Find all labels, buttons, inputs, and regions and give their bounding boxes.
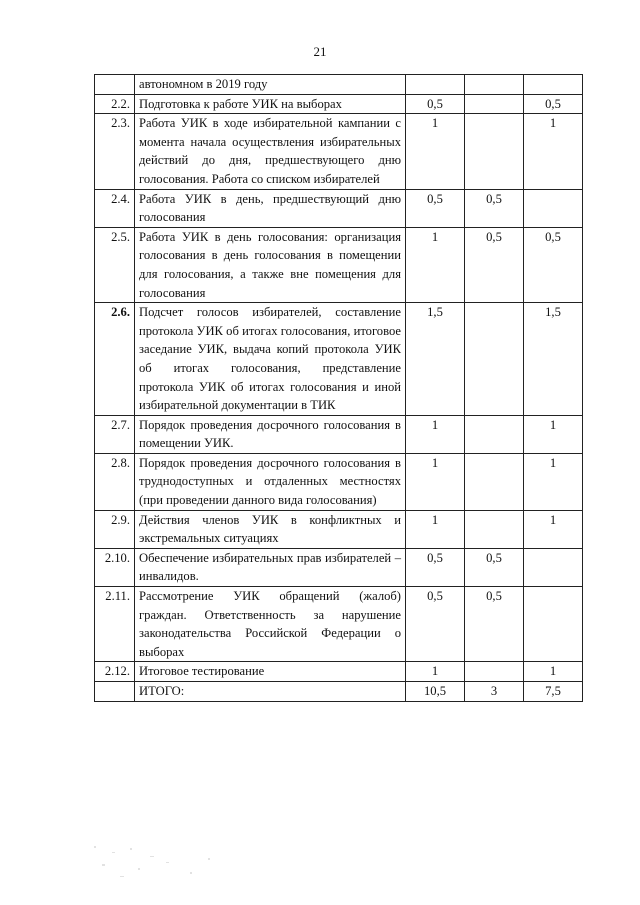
row-theory-hours: 0,5: [465, 587, 524, 662]
row-topic: Порядок проведения досрочного голосования в помещении УИК.: [135, 415, 406, 453]
row-number: [95, 75, 135, 95]
row-total-hours: 0,5: [406, 587, 465, 662]
table-row: [95, 453, 583, 510]
row-total-hours: 0,5: [406, 189, 465, 227]
row-total-hours: 1: [406, 453, 465, 510]
row-total-hours: 0,5: [406, 94, 465, 114]
table-total-row: [95, 682, 583, 702]
row-theory-hours: [465, 114, 524, 189]
row-theory-hours: [465, 453, 524, 510]
row-practice-hours: [524, 548, 583, 586]
row-practice-hours: 0,5: [524, 94, 583, 114]
table-row: [95, 548, 583, 586]
row-number: 2.6.: [95, 303, 135, 416]
table-row: [95, 587, 583, 662]
row-practice-hours: 1: [524, 662, 583, 682]
row-topic: Работа УИК в день голосования: организация голосования в день голосования в помещении для голосования, а также вне помещения для голосования: [135, 227, 406, 302]
row-practice-hours: [524, 189, 583, 227]
table-row: [95, 114, 583, 189]
table-row: [95, 662, 583, 682]
row-topic: автономном в 2019 году: [135, 75, 406, 95]
page-number: 21: [313, 44, 327, 59]
row-topic: Действия членов УИК в конфликтных и экстремальных ситуациях: [135, 510, 406, 548]
row-number: 2.10.: [95, 548, 135, 586]
row-topic: Рассмотрение УИК обращений (жалоб) граждан. Ответственность за нарушение законодательства Российской Федерации о выборах: [135, 587, 406, 662]
table-row: [95, 227, 583, 302]
row-topic: Порядок проведения досрочного голосования в труднодоступных и отдаленных местностях (при проведении данного вида голосования): [135, 453, 406, 510]
row-number: 2.11.: [95, 587, 135, 662]
row-total-hours: [406, 75, 465, 95]
row-practice-hours: [524, 75, 583, 95]
row-total-hours: 1: [406, 662, 465, 682]
table-row: [95, 75, 583, 95]
row-theory-hours: [465, 510, 524, 548]
row-total-hours: 1: [406, 415, 465, 453]
row-practice-hours: 1: [524, 114, 583, 189]
row-theory-hours: 0,5: [465, 227, 524, 302]
row-topic: Работа УИК в ходе избирательной кампании с момента начала осуществления избирательных действий до дня, предшествующего дню голосования. Работа со списком избирателей: [135, 114, 406, 189]
row-theory-hours: [465, 662, 524, 682]
row-number: 2.9.: [95, 510, 135, 548]
row-total-hours: 0,5: [406, 548, 465, 586]
row-number: 2.7.: [95, 415, 135, 453]
total-hours: 10,5: [406, 682, 465, 702]
row-total-hours: 1: [406, 510, 465, 548]
table-row: [95, 510, 583, 548]
row-topic: Подсчет голосов избирателей, составление протокола УИК об итогах голосования, итоговое заседание УИК, выдача копий протокола УИК об итогах голосования, представление протокола УИК об итогах голосования и иной избирательной документации в ТИК: [135, 303, 406, 416]
row-theory-hours: 0,5: [465, 548, 524, 586]
row-topic: Обеспечение избирательных прав избирателей – инвалидов.: [135, 548, 406, 586]
row-theory-hours: 0,5: [465, 189, 524, 227]
total-label: ИТОГО:: [135, 682, 406, 702]
row-practice-hours: [524, 587, 583, 662]
curriculum-table: [94, 74, 583, 702]
table-body: [95, 75, 583, 702]
row-total-hours: 1: [406, 114, 465, 189]
row-practice-hours: 1: [524, 415, 583, 453]
row-theory-hours: [465, 415, 524, 453]
row-topic: Работа УИК в день, предшествующий дню голосования: [135, 189, 406, 227]
total-theory-hours: 3: [465, 682, 524, 702]
row-topic: Итоговое тестирование: [135, 662, 406, 682]
table-row: [95, 94, 583, 114]
row-topic: Подготовка к работе УИК на выборах: [135, 94, 406, 114]
row-total-hours: 1: [406, 227, 465, 302]
row-number: 2.5.: [95, 227, 135, 302]
scan-noise: [90, 842, 230, 882]
row-theory-hours: [465, 94, 524, 114]
table-row: [95, 189, 583, 227]
total-practice-hours: 7,5: [524, 682, 583, 702]
row-practice-hours: 1,5: [524, 303, 583, 416]
row-number: 2.2.: [95, 94, 135, 114]
row-practice-hours: 1: [524, 453, 583, 510]
row-number: 2.4.: [95, 189, 135, 227]
row-practice-hours: 1: [524, 510, 583, 548]
table-row: [95, 303, 583, 416]
row-theory-hours: [465, 75, 524, 95]
row-number: 2.12.: [95, 662, 135, 682]
row-theory-hours: [465, 303, 524, 416]
table-row: [95, 415, 583, 453]
row-practice-hours: 0,5: [524, 227, 583, 302]
row-total-hours: 1,5: [406, 303, 465, 416]
row-number: 2.8.: [95, 453, 135, 510]
row-number: 2.3.: [95, 114, 135, 189]
total-number: [95, 682, 135, 702]
